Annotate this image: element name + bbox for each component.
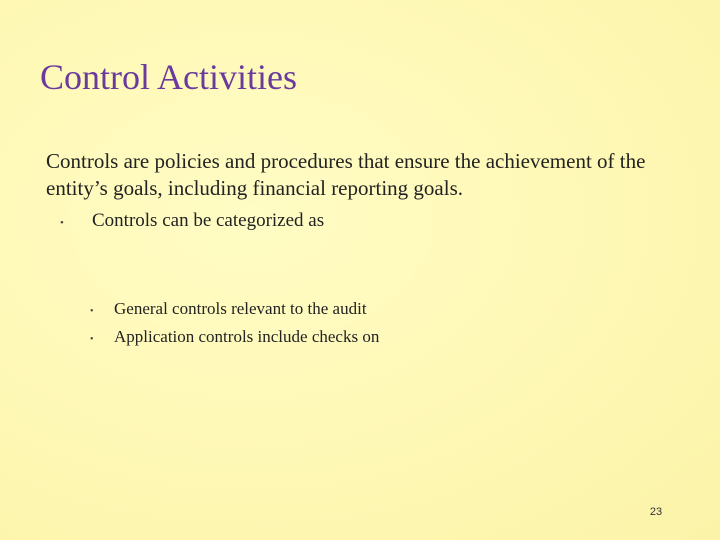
bullet-dot-icon: •: [90, 334, 94, 345]
page-number: 23: [649, 506, 663, 518]
sub-bullet-text: Application controls include checks on: [114, 327, 380, 346]
slide-title: Control Activities: [40, 57, 297, 97]
bullet-dot-icon: •: [60, 217, 64, 229]
sub-bullet-text: General controls relevant to the audit: [114, 299, 367, 318]
sub-bullet-item: [90, 299, 367, 319]
intro-paragraph: Controls are policies and procedures that ensure the achievement of the entity’s goals, including financial reporting goals.: [46, 149, 646, 200]
bullet-dot-icon: •: [90, 306, 94, 317]
bullet-text: Controls can be categorized as: [92, 210, 325, 231]
bullet-item: [60, 210, 324, 232]
sub-bullet-item: [90, 327, 379, 347]
